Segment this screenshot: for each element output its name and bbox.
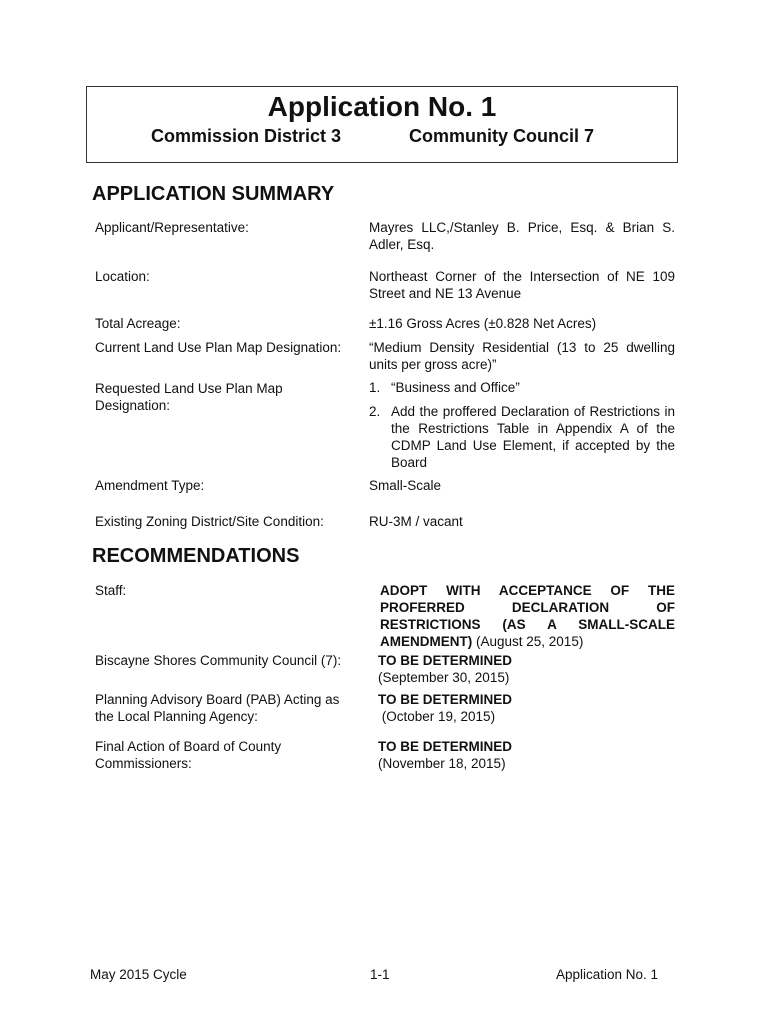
zoning-value: RU-3M / vacant (369, 514, 463, 529)
location-label: Location: (95, 269, 150, 284)
staff-label: Staff: (95, 583, 127, 598)
amendment-type-label: Amendment Type: (95, 478, 205, 493)
footer-application: Application No. 1 (556, 967, 659, 982)
recommendations-heading: RECOMMENDATIONS (92, 545, 300, 567)
location-value: Northeast Corner of the Intersection of NE 109 Street and NE 13 Avenue (369, 269, 675, 301)
current-designation-label: Current Land Use Plan Map Designation: (95, 340, 342, 355)
community-council: Community Council 7 (409, 126, 595, 146)
application-summary-heading: APPLICATION SUMMARY (92, 183, 335, 205)
list-text: “Business and Office” (391, 380, 520, 395)
requested-designation-label: Requested Land Use Plan Map Designation: (95, 381, 283, 413)
board-recommendation (378, 738, 675, 772)
current-designation-value: “Medium Density Residential (13 to 25 dwelling units per gross acre)” (369, 340, 675, 372)
pab-status: TO BE DETERMINED (378, 692, 513, 707)
list-text: Add the proffered Declaration of Restrictions in the Restrictions Table in Appendix A of the CDMP Land Use Element, if accepted by the Board (391, 404, 675, 470)
board-status: TO BE DETERMINED (378, 739, 513, 754)
acreage-value: ±1.16 Gross Acres (±0.828 Net Acres) (369, 316, 597, 331)
pab-date: (October 19, 2015) (378, 709, 496, 724)
pab-label: Planning Advisory Board (PAB) Acting as the Local Planning Agency: (95, 692, 340, 724)
footer-cycle: May 2015 Cycle (90, 967, 187, 982)
community-council-date: (September 30, 2015) (378, 670, 510, 685)
staff-date: (August 25, 2015) (472, 634, 584, 649)
amendment-type-value: Small-Scale (369, 478, 442, 493)
zoning-label: Existing Zoning District/Site Condition: (95, 514, 324, 529)
board-date: (November 18, 2015) (378, 756, 506, 771)
staff-recommendation (380, 582, 675, 650)
board-label: Final Action of Board of County Commissioners: (95, 739, 282, 771)
list-number: 1. (369, 380, 381, 395)
staff-decision: ADOPT WITH ACCEPTANCE OF THE PROFERRED DECLARATION OF RESTRICTIONS (AS A SMALL-SCALE AMENDMENT) (380, 583, 675, 649)
commission-district: Commission District 3 (151, 126, 342, 146)
applicant-value: Mayres LLC,/Stanley B. Price, Esq. & Brian S. Adler, Esq. (369, 220, 675, 252)
community-council-status: TO BE DETERMINED (378, 653, 513, 668)
application-title: Application No. 1 (267, 91, 497, 122)
list-number: 2. (369, 404, 381, 419)
community-council-label: Biscayne Shores Community Council (7): (95, 653, 342, 668)
header-box (86, 86, 678, 163)
applicant-label: Applicant/Representative: (95, 220, 249, 235)
acreage-label: Total Acreage: (95, 316, 181, 331)
community-council-recommendation (378, 652, 675, 686)
footer-page-number: 1-1 (370, 967, 390, 982)
pab-recommendation (378, 691, 675, 725)
